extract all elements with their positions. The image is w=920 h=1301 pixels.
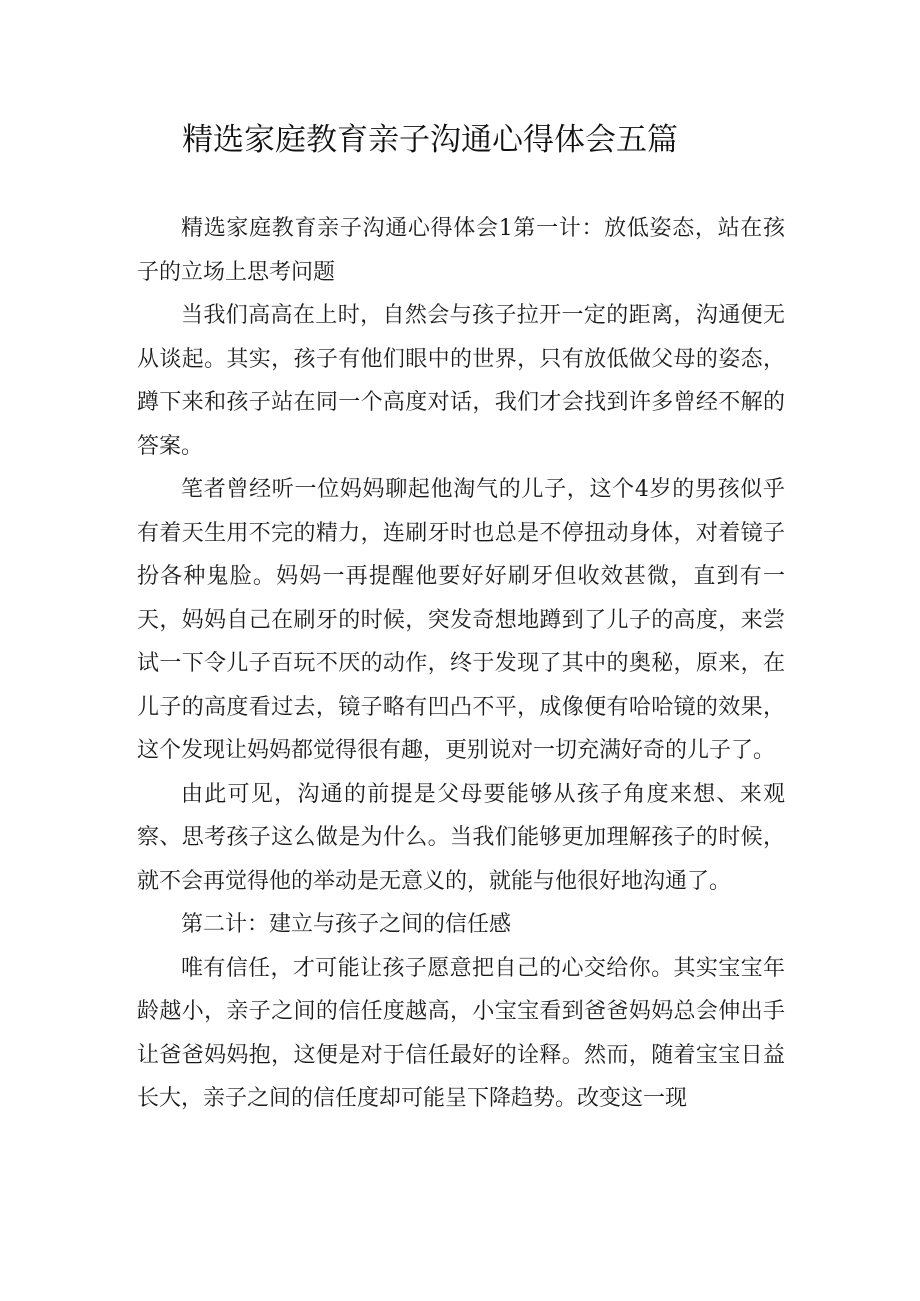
paragraph: 笔者曾经听一位妈妈聊起他淘气的儿子，这个4岁的男孩似乎有着天生用不完的精力，连刷牙时也总是不停扭动身体，对着镜子扮各种鬼脸。妈妈一再提醒他要好好刷牙但收效甚微，直到有一天，妈妈自己在刷牙的时候，突发奇想地蹲到了儿子的高度，来尝试一下令儿子百玩不厌的动作，终于发现了其中的奥秘，原来，在儿子的高度看过去，镜子略有凹凸不平，成像便有哈哈镜的效果，这个发现让妈妈都觉得很有趣，更别说对一切充满好奇的儿子了。	[137, 477, 785, 763]
paragraph-section-heading-1: 精选家庭教育亲子沟通心得体会1第一计：放低姿态，站在孩子的立场上思考问题	[137, 216, 785, 285]
paragraph: 由此可见，沟通的前提是父母要能够从孩子角度来想、来观察、思考孩子这么做是为什么。当我们能够更加理解孩子的时候，就不会再觉得他的举动是无意义的，就能与他很好地沟通了。	[137, 781, 785, 894]
paragraph: 当我们高高在上时，自然会与孩子拉开一定的距离，沟通便无从谈起。其实，孩子有他们眼中的世界，只有放低做父母的姿态，蹲下来和孩子站在同一个高度对话，我们才会找到许多曾经不解的答案。	[137, 303, 785, 459]
paragraph-section-heading-2: 第二计：建立与孩子之间的信任感	[181, 912, 512, 937]
paragraph: 唯有信任，才可能让孩子愿意把自己的心交给你。其实宝宝年龄越小，亲子之间的信任度越高，小宝宝看到爸爸妈妈总会伸出手让爸爸妈妈抱，这便是对于信任最好的诠释。然而，随着宝宝日益长大，亲子之间的信任度却可能呈下降趋势。改变这一现	[137, 955, 785, 1111]
document-title: 精选家庭教育亲子沟通心得体会五篇	[182, 122, 678, 158]
document-body	[137, 207, 785, 1121]
